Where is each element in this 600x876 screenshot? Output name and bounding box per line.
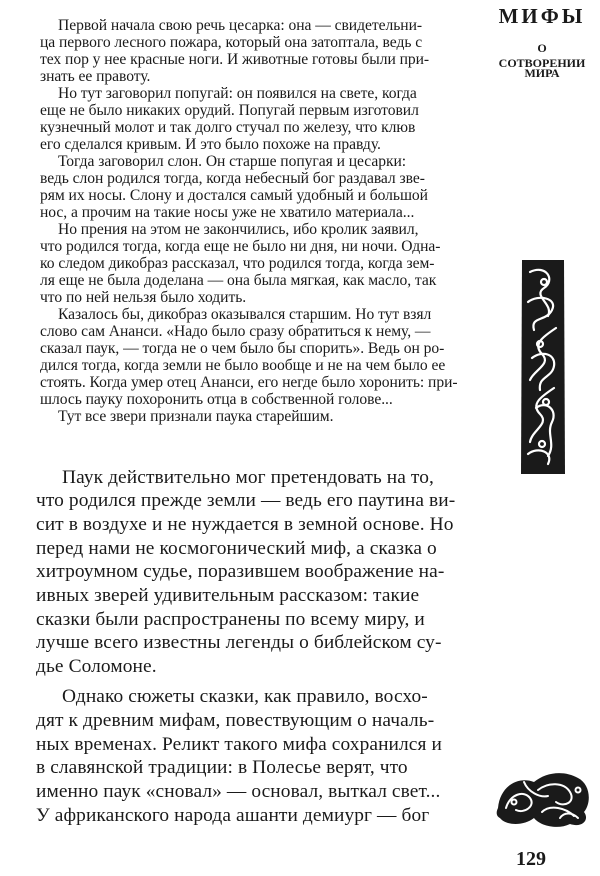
text-line: в славянской традиции: в Полесье верят, что bbox=[36, 757, 408, 778]
text-line: сказки были распространены по всему миру, и bbox=[36, 609, 425, 630]
text-line: еще не было никаких орудий. Попугай первым изготовил bbox=[40, 102, 419, 119]
text-line: его сделался кривым. И это было похоже на правду. bbox=[40, 136, 381, 153]
text-line: что родился тогда, когда еще не было ни дня, ни ночи. Одна- bbox=[40, 238, 441, 255]
text-line: Паук действительно мог претендовать на то, bbox=[62, 467, 434, 488]
text-line: кузнечный молот и так долго стучал по железу, что клюв bbox=[40, 119, 416, 136]
text-line: ца первого лесного пожара, который она затоптала, ведь с bbox=[40, 34, 423, 51]
text-line: именно паук «сновал» — основал, выткал свет... bbox=[36, 781, 441, 802]
text-line: дился тогда, когда земли не было вообще и не на чем было ее bbox=[40, 357, 446, 374]
section-subtitle-line2: МИРА bbox=[524, 66, 560, 80]
text-line: нос, а прочим на такие носы уже не хватило материала... bbox=[40, 204, 415, 221]
text-line: У африканского народа ашанти демиург — бог bbox=[36, 805, 430, 826]
text-line: Однако сюжеты сказки, как правило, восхо- bbox=[62, 686, 428, 707]
text-line: стоять. Когда умер отец Ананси, его негде было хоронить: при- bbox=[40, 374, 458, 391]
text-line: Первой начала свою речь цесарка: она — свидетельни- bbox=[58, 17, 423, 34]
section-subtitle-line1: О СОТВОРЕНИИ bbox=[498, 41, 586, 70]
text-line: тех пор у нее красные ноги. И животные готовы были при- bbox=[40, 51, 430, 68]
text-line: ивных зверей удивительным рассказом: такие bbox=[36, 585, 420, 606]
text-line: сит в воздухе и не нуждается в земной основе. Но bbox=[36, 514, 454, 535]
page-number: 129 bbox=[516, 848, 546, 870]
text-line: Но прения на этом не закончились, ибо кролик заявил, bbox=[58, 221, 419, 238]
text-line: дят к древним мифам, повествующим о началь- bbox=[36, 710, 435, 731]
text-line: Тут все звери признали паука старейшим. bbox=[58, 408, 334, 425]
text-line: шлось пауку похоронить отца в собственной голове... bbox=[40, 391, 393, 408]
animal-ornament bbox=[494, 768, 594, 830]
text-line: ных временах. Реликт такого мифа сохранился и bbox=[36, 734, 442, 755]
text-line: хитроумном судье, поразившем воображение на- bbox=[36, 561, 445, 582]
text-line: что по ней нельзя было ходить. bbox=[40, 289, 247, 306]
text-line: сказал паук, — тогда не о чем было бы спорить». Ведь он ро- bbox=[40, 340, 445, 357]
text-line: Казалось бы, дикобраз оказывался старшим. Но тут взял bbox=[58, 306, 432, 323]
text-line: перед нами не космогонический миф, а сказка о bbox=[36, 538, 437, 559]
text-line: дье Соломоне. bbox=[36, 656, 157, 677]
text-line: Тогда заговорил слон. Он старше попугая и цесарки: bbox=[58, 153, 407, 170]
text-line: ведь слон родился тогда, когда небесный бог раздавал зве- bbox=[40, 170, 425, 187]
section-title: МИФЫ bbox=[498, 4, 586, 28]
carved-pillar-ornament bbox=[518, 258, 568, 476]
text-line: лучше всего известны легенды о библейском су- bbox=[36, 632, 442, 653]
text-line: знать ее правоту. bbox=[40, 68, 151, 85]
text-line: ля еще не была доделана — она была мягкая, как масло, так bbox=[40, 272, 437, 289]
text-line: ко следом дикобраз рассказал, что родился тогда, когда зем- bbox=[40, 255, 435, 272]
text-line: что родился прежде земли — ведь его паутина ви- bbox=[36, 490, 456, 511]
text-line: слово сам Ананси. «Надо было сразу обратиться к нему, — bbox=[40, 323, 431, 340]
text-line: Но тут заговорил попугай: он появился на свете, когда bbox=[58, 85, 417, 102]
text-line: рям их носы. Слону и достался самый удобный и большой bbox=[40, 187, 428, 204]
